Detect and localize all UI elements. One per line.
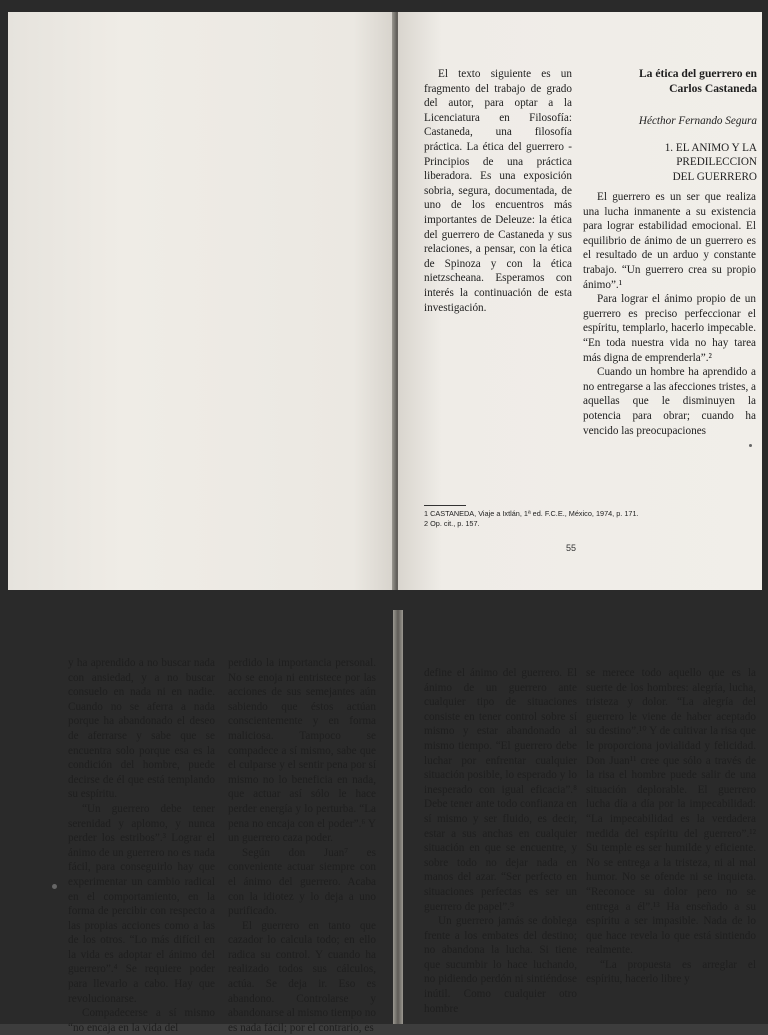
body-paragraph: Según don Juan⁷ es conveniente actuar siempre con el ánimo del guerrero. Acaba con la idiotez y lo deja a uno purificado. <box>228 846 376 918</box>
scan-speck <box>52 884 57 889</box>
body-paragraph: “Un guerrero debe tener serenidad y aplomo, y nunca perder los estribos”.³ Lograr el ánimo de un guerrero no es nada fácil, para conseguirlo hay que experimentar un cambio radical en el comportamiento, en la forma de percibir con respecto a las propias acciones como a las de los otros. “Lo más difícil en la vida es adoptar el ánimo del guerrero”.⁴ Se requiere poder para llevarlo a cabo. Hay que revolucionarse. <box>68 802 215 1005</box>
intro-paragraph <box>424 67 572 315</box>
body-paragraph: El guerrero es un ser que realiza una lucha inmanente a su existencia para lograr estabilidad emocional. El equilibrio de ánimo de un guerrero es el resultado de un arduo y constante trabajo. “Un guerrero crea su propio ánimo”.¹ <box>583 191 756 291</box>
footnote-rule <box>424 505 466 506</box>
body-paragraph: Un guerrero jamás se doblega frente a los embates del destino; no abandona la lucha. Si tiene que sucumbir lo hace luchando, no pidiendo perdón ni sintiéndose inútil. Como cualquier otro hombre <box>424 915 577 1015</box>
section-line-3: DEL GUERRERO <box>672 170 757 183</box>
scan-speck <box>749 444 752 447</box>
body-paragraph: “La propuesta es arreglar el espíritu, hacerlo libre y <box>586 958 756 986</box>
column-3 <box>424 666 577 1016</box>
body-paragraph: perdido la importancia personal. No se enoja ni entristece por las acciones de sus semejantes aún sabiendo que éstos actúan conscientemente y en forma maliciosa. Tampoco se compadece a sí mismo, sabe que el culparse y el sentir pena por sí mismo no lo beneficia en nada, que actuar así sólo le hace perder energía y lo perturba. “La pena no encaja con el poder”.⁶ Y un guerrero caza poder. <box>228 657 376 845</box>
body-paragraph: se merece todo aquello que es la suerte de los hombres: alegría, lucha, tristeza y dolor. “La alegría del guerrero le viene de haber aceptado su destino”.¹⁰ Y de cultivar la risa que le proporciona jovialidad y felicidad. Don Juan¹¹ cree que sólo a través de la risa el hombre puede salir de una situación deplorable. El guerrero lucha día a día por la impecabilidad: “La impecabilidad es la verdadera medida del espíritu del guerrero”.¹² Su temple es ser humilde y eficiente. No se entrega a la tristeza, ni al mal humor. No se ofende ni se inquieta. “Reconoce su dolor pero no se entrega a él”.¹³ Ha enseñado a su espíritu a ser impasible. Nada de lo que hace revela lo que está sintiendo realmente. <box>586 667 756 957</box>
blank-left-page <box>8 12 392 590</box>
body-paragraph: Cuando un hombre ha aprendido a no entregarse a las afecciones tristes, a aquellas que le disminuyen la potencia para obrar; cuando ha vencido las preocupaciones <box>583 366 757 437</box>
column-2 <box>228 656 376 1035</box>
body-paragraph: Para lograr el ánimo propio de un guerrero es preciso perfeccionar el espíritu, templarlo, hacerlo impecable. “En toda nuestra vida no hay tarea más digna de emprenderla”.² <box>583 293 756 364</box>
column-1 <box>68 656 215 1035</box>
column-4 <box>586 666 756 987</box>
section-line-2: PREDILECCION <box>676 156 757 169</box>
body-paragraph: define el ánimo del guerrero. El ánimo de un guerrero ante cualquier tipo de situaciones consiste en tener control sobre sí mismo y estar abandonado al mismo tiempo. “El guerrero debe luchar por enfrentar cualquier situación posible, lo esperado y lo inesperado con igual eficacia”.⁸ Debe tener ante todo confianza en sí mismo y ser fluido, es decir, estar a sus anchas en cualquier situación en que se encuentre, y sobre todo no dejar nada en manos del azar. “Ser perfecto en situaciones perfectas es ser un guerrero de papel”.⁹ <box>424 667 577 913</box>
footnotes <box>424 509 754 529</box>
author-name: Hécthor Fernando Segura <box>638 115 757 128</box>
body-paragraph: Compadecerse a sí mismo “no encaja en la vida del <box>68 1007 215 1034</box>
article-heading <box>585 67 757 185</box>
right-column-body <box>583 190 756 438</box>
body-paragraph: El guerrero en tanto que cazador lo calcula todo; en ello radica su control. Y cuando ha realizado todos sus cálculos, actúa. Se deja ir. Eso es abandono. Controlarse y abandonarse al mismo tiempo no es nada fácil; por el contrario, es <box>228 919 376 1034</box>
page-number: 55 <box>566 543 577 553</box>
article-title <box>585 67 757 96</box>
footnote-1: 1 CASTANEDA, Viaje a Ixtlán, 1ª ed. F.C.E., México, 1974, p. 171. <box>424 509 639 518</box>
intro-text: El texto siguiente es un fragmento del trabajo de grado del autor, para optar a la Licenciatura en Filosofía: Castaneda, una filosofía práctica. La ética del guerrero - Principios de una práctica liberadora. Es una exposición sobria, segura, documentada, de uno de los encuentros más importantes de Deleuze: la ética del guerrero de Castaneda y sus relaciones, a pensar, con la ética de Spinoza y con la ética nietzscheana. Esperamos con interés la continuación de esta investigación. <box>424 68 572 314</box>
section-heading <box>585 141 757 185</box>
title-line-2: Carlos Castaneda <box>669 81 757 95</box>
book-gutter <box>393 610 403 1024</box>
section-line-1: 1. EL ANIMO Y LA <box>664 141 757 154</box>
footnote-2: 2 Op. cit., p. 157. <box>424 519 480 528</box>
body-paragraph: y ha aprendido a no buscar nada con ansiedad, y a no buscar consuelo en nada ni en nadie. Cuando no se aferra a nada porque ha abandonado el deseo de aferrarse y sabe que se encuentra solo porque esa es la condición del hombre, puede decirse de él que está templando su espíritu. <box>68 657 215 801</box>
title-line-1: La ética del guerrero en <box>638 67 757 80</box>
